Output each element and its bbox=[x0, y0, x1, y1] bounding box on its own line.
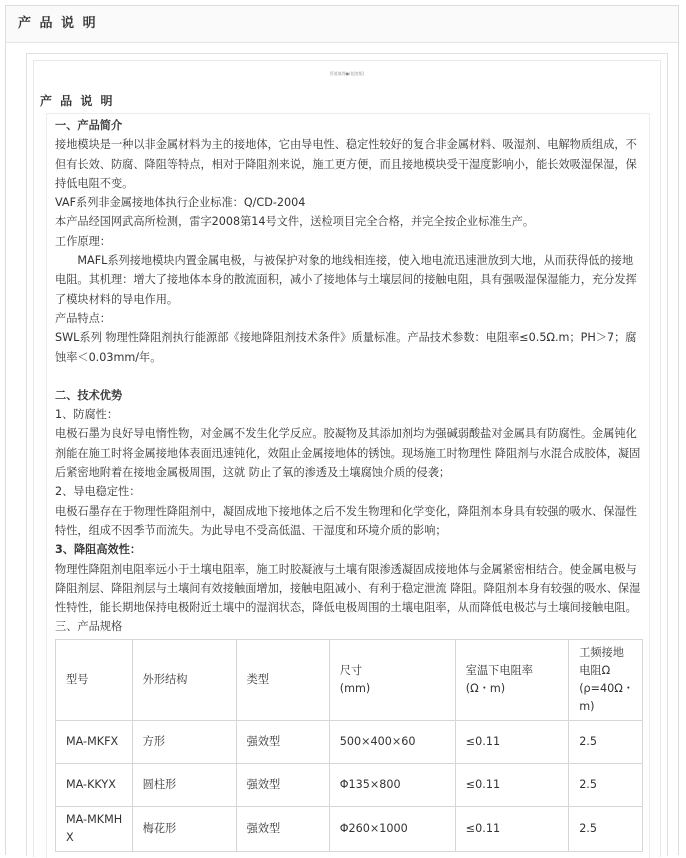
table-cell: ≤0.11 bbox=[455, 720, 568, 763]
table-cell: 500×400×60 bbox=[329, 720, 455, 763]
table-header-cell: 尺寸 (mm) bbox=[329, 639, 455, 720]
table-row bbox=[56, 763, 643, 806]
test-line: 本产品经国网武高所检测，雷字2008第14号文件，送检项目完全合格，并完全按企业标准生产。 bbox=[55, 215, 535, 229]
table-header-cell: 类型 bbox=[236, 639, 329, 720]
inner-frame-2 bbox=[33, 60, 661, 857]
table-header-cell: 工频接地电阻Ω (ρ=40Ω・m) bbox=[569, 639, 643, 720]
tiny-note: 管道填埋●(超宽版) bbox=[329, 71, 365, 76]
table-cell: Φ260×1000 bbox=[329, 806, 455, 851]
table-row bbox=[56, 720, 643, 763]
table-cell: Φ135×800 bbox=[329, 763, 455, 806]
table-cell: 强效型 bbox=[236, 763, 329, 806]
table-row bbox=[56, 806, 643, 851]
table-cell: MA-MKMHX bbox=[56, 806, 133, 851]
table-header-cell: 室温下电阻率 (Ω・m) bbox=[455, 639, 568, 720]
table-cell: 2.5 bbox=[569, 763, 643, 806]
advantage-3-label: 3、降阻高效性： bbox=[55, 543, 142, 557]
inner-title: 产 品 说 明 bbox=[40, 94, 115, 108]
advantage-2-text: 电极石墨存在于物理性降阻剂中，凝固成地下接地体之后不发生物理和化学变化，降阻剂本身具有较强的吸水、保湿性特性，组成不因季节而流失。为此导电不受高低温、干湿度和环境介质的影响； bbox=[55, 504, 637, 537]
table-cell: ≤0.11 bbox=[455, 806, 568, 851]
table-cell: ≤0.11 bbox=[455, 763, 568, 806]
principle-paragraph: MAFL系列接地模块内置金属电极，与被保护对象的地线相连接，使入地电流迅速泄放到大地，从而获得低的接地电阻。其机理：增大了接地体本身的散流面积，减小了接地体与土壤层间的接触电阻，具有强吸湿保湿能力，充分发挥了模块材料的导电作用。 bbox=[55, 254, 637, 306]
advantage-2-label: 2、导电稳定性： bbox=[55, 485, 141, 499]
table-cell: 2.5 bbox=[569, 720, 643, 763]
table-cell: MA-KKYX bbox=[56, 763, 133, 806]
panel-title: 产 品 说 明 bbox=[6, 6, 678, 43]
product-description-panel bbox=[5, 5, 679, 855]
table-cell: 强效型 bbox=[236, 720, 329, 763]
standard-line: VAF系列非金属接地体执行企业标准：Q/CD-2004 bbox=[55, 196, 306, 210]
table-cell: 梅花形 bbox=[132, 806, 236, 851]
principle-label: 工作原理： bbox=[55, 234, 111, 248]
table-cell: 圆柱形 bbox=[132, 763, 236, 806]
table-cell: 强效型 bbox=[236, 806, 329, 851]
features-paragraph: SWL系列 物理性降阻剂执行能源部《接地降阻剂技术条件》质量标准。产品技术参数：电阻率≤0.5Ω.m；PH＞7；腐蚀率＜0.03mm/年。 bbox=[55, 331, 637, 364]
section-2-title: 二、技术优势 bbox=[55, 388, 123, 402]
table-header-cell: 型号 bbox=[56, 639, 133, 720]
intro-paragraph: 接地模块是一种以非金属材料为主的接地体，它由导电性、稳定性较好的复合非金属材料、吸湿剂、电解物质组成，不但有长效、防腐、降阻等特点，相对于降阻剂来说，施工更方便，而且接地模块受干湿度影响小，能长效吸湿保湿，保持低电阻不变。 bbox=[55, 138, 637, 190]
table-header-cell: 外形结构 bbox=[132, 639, 236, 720]
section-1-title: 一、产品简介 bbox=[55, 119, 123, 132]
table-header-row bbox=[56, 639, 643, 720]
advantage-1-text: 电极石墨为良好导电惰性物，对金属不发生化学反应。胶凝物及其添加剂均为强碱弱酸盐对金属具有防腐性。金属钝化剂能在施工时将金属接地体表面迅速钝化，效阻止金属接地体的锈蚀。现场施工时物理性 降阻剂与水混合成胶体，凝固后紧密地附着在接地金属极周围，这就 防止了氧的渗透及土壤腐蚀介质的侵袭； bbox=[55, 427, 641, 480]
section-3-title: 三、产品规格 bbox=[55, 620, 123, 634]
spec-table bbox=[55, 639, 643, 852]
inner-frame bbox=[26, 53, 668, 856]
table-cell: 方形 bbox=[132, 720, 236, 763]
features-label: 产品特点： bbox=[55, 311, 111, 325]
advantage-3-text: 物理性降阻剂电阻率远小于土壤电阻率，施工时胶凝液与土壤有限渗透凝固成接地体与金属紧密相结合。使金属电极与降阻剂层、降阻剂层与土壤间有效接触面增加，接触电阻减小、有利于稳定泄流 降阻。降阻剂本身有较强的吸水、保湿性特性，能长期地保持电极附近土壤中的湿润状态，降低电极周围的土壤电阻率，从而降低电极芯与土壤间接触电阻。 bbox=[55, 562, 641, 615]
advantage-1-label: 1、防腐性： bbox=[55, 408, 119, 422]
content-area bbox=[46, 113, 650, 858]
table-cell: MA-MKFX bbox=[56, 720, 133, 763]
table-cell: 2.5 bbox=[569, 806, 643, 851]
